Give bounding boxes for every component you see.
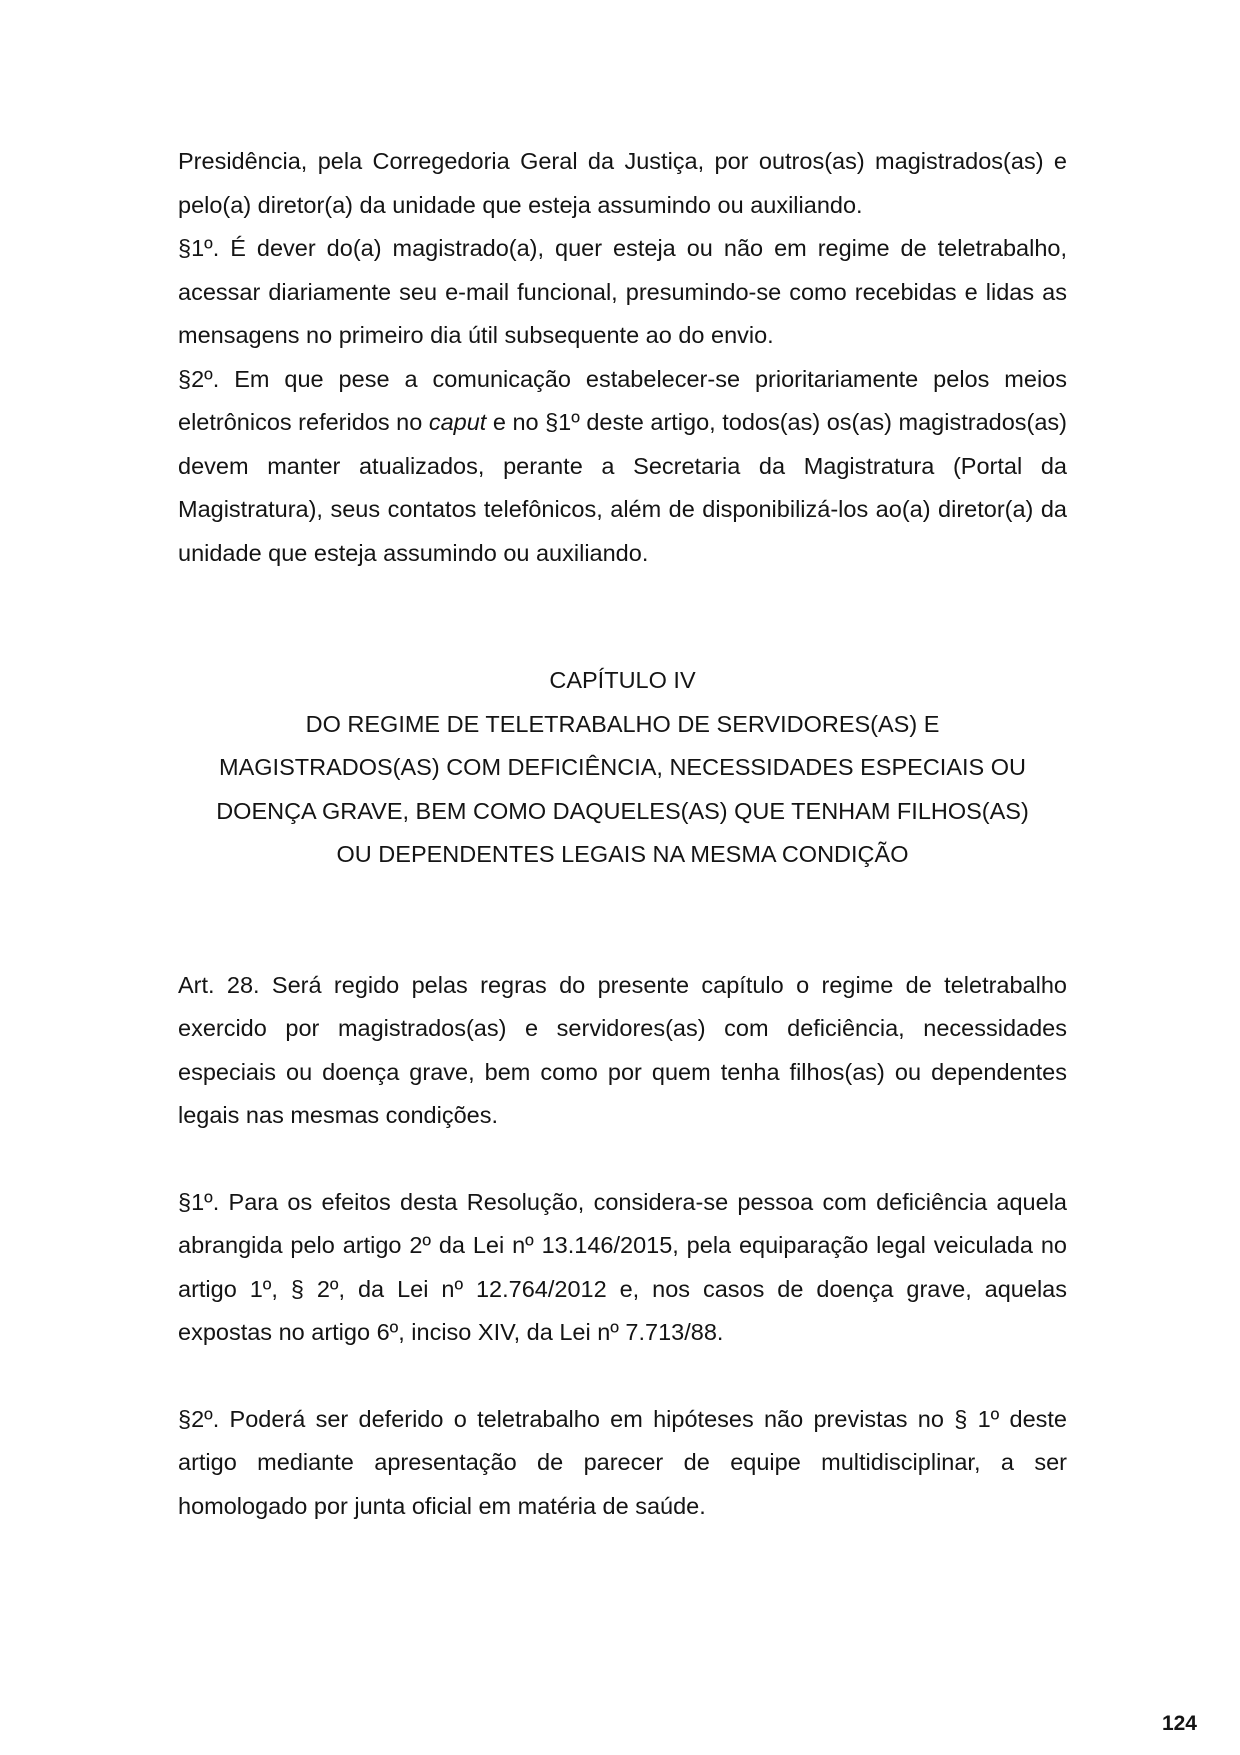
paragraph-2 [178,358,1067,576]
page-body [178,140,1067,1528]
paragraph-2-text-before: §2º. Em que pese a comunicação estabelecer-se prioritariamente pelos meios eletrônicos referidos no [178,365,1067,435]
paragraph-2-italic-term: caput [428,409,487,435]
chapter-title-line-2: MAGISTRADOS(AS) COM DEFICIÊNCIA, NECESSIDADES ESPECIAIS OU [219,754,1026,780]
continuation-paragraph: Presidência, pela Corregedoria Geral da Justiça, por outros(as) magistrados(as) e pelo(a) diretor(a) da unidade que esteja assumindo ou auxiliando. [178,148,1067,218]
chapter-title-line-1: DO REGIME DE TELETRABALHO DE SERVIDORES(AS) E [305,710,940,737]
article-28-paragraph-2: §2º. Poderá ser deferido o teletrabalho em hipóteses não previstas no § 1º deste artigo mediante apresentação de parecer de equipe multidisciplinar, a ser homologado por junta oficial em matéria de saúde. [178,1405,1067,1519]
chapter-heading [178,659,1067,877]
paragraph-2-text-after: e no §1º deste artigo, todos(as) os(as) magistrados(as) devem manter atualizados, perante a Secretaria da Magistratura (Portal da Magistratura), seus contatos telefônicos, além de disponibilizá-los ao(a) diretor(a) da unidade que esteja assumindo ou auxiliando. [178,409,1067,566]
chapter-number: CAPÍTULO IV [549,667,696,693]
paragraph-1: §1º. É dever do(a) magistrado(a), quer esteja ou não em regime de teletrabalho, acessar diariamente seu e-mail funcional, presumindo-se como recebidas e lidas as mensagens no primeiro dia útil subsequente ao do envio. [178,235,1067,348]
page-number: 124 [1161,1712,1197,1735]
chapter-title-line-4: OU DEPENDENTES LEGAIS NA MESMA CONDIÇÃO [336,841,909,867]
article-28: Art. 28. Será regido pelas regras do presente capítulo o regime de teletrabalho exercido por magistrados(as) e servidores(as) com deficiência, necessidades especiais ou doença grave, bem como por quem tenha filhos(as) ou dependentes legais nas mesmas condições. [178,971,1067,1128]
article-28-paragraph-1: §1º. Para os efeitos desta Resolução, considera-se pessoa com deficiência aquela abrangida pelo artigo 2º da Lei nº 13.146/2015, pela equiparação legal veiculada no artigo 1º, § 2º, da Lei nº 12.764/2012 e, nos casos de doença grave, aquelas expostas no artigo 6º, inciso XIV, da Lei nº 7.713/88. [178,1188,1067,1345]
chapter-title-line-3: DOENÇA GRAVE, BEM COMO DAQUELES(AS) QUE TENHAM FILHOS(AS) [216,797,1029,824]
